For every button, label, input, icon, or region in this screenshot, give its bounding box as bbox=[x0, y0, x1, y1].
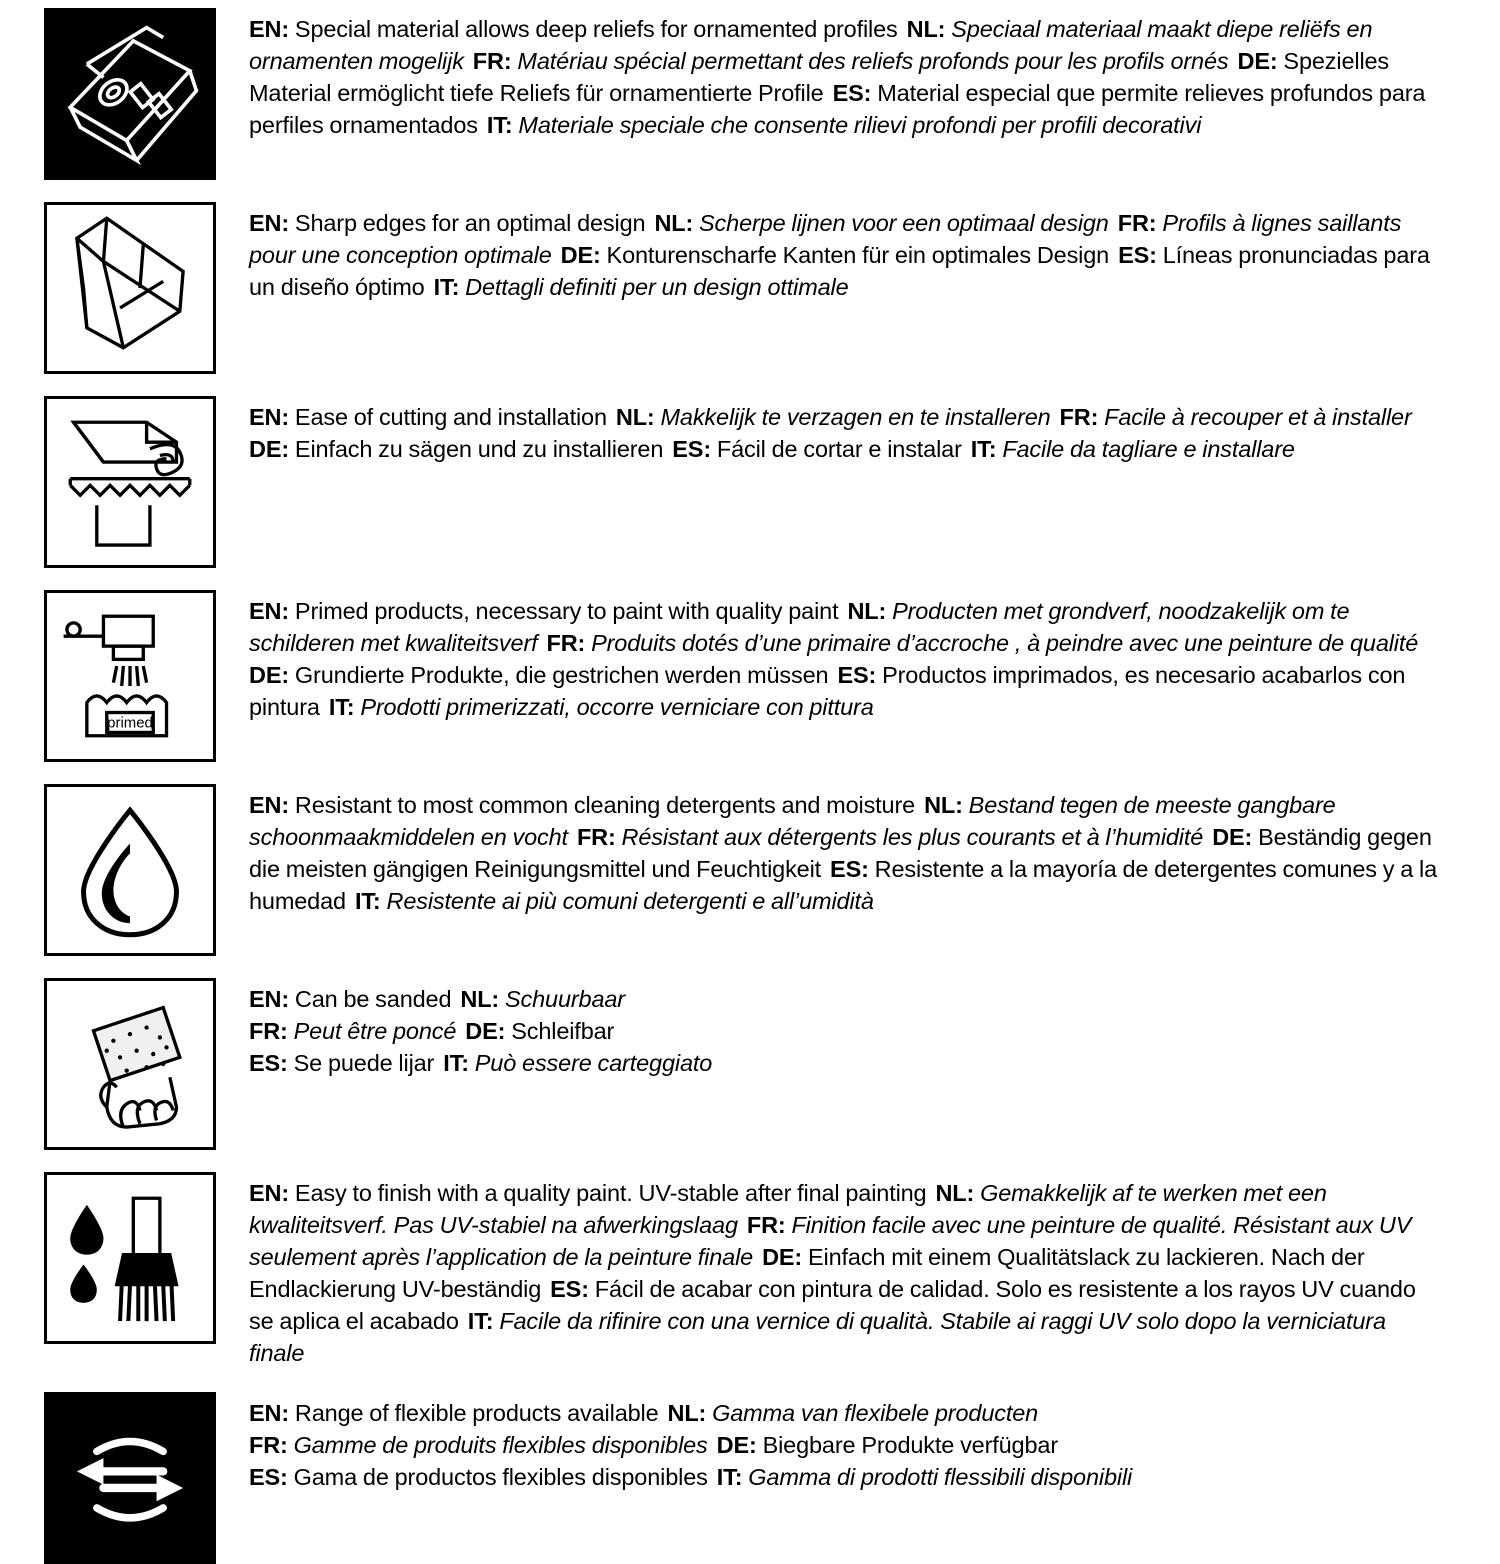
feature-text-en: Special material allows deep reliefs for ornamented profiles bbox=[294, 16, 898, 42]
lang-tag-de: DE: bbox=[249, 661, 290, 688]
feature-row bbox=[44, 784, 1440, 956]
feature-text-de: Einfach zu sägen und zu installieren bbox=[294, 435, 664, 462]
feature-text-it: Facile da rifinire con una vernice di qualità. Stabile ai raggi UV solo dopo la verniciatura finale bbox=[249, 1307, 1386, 1366]
feature-text-nl: Producten met grondverf, noodzakelijk om te schilderen met kwaliteitsverf bbox=[249, 598, 1350, 656]
feature-icon-cell bbox=[44, 1392, 216, 1564]
feature-text bbox=[216, 202, 1440, 304]
feature-row bbox=[44, 590, 1440, 762]
feature-text-fr: Facile à recouper et à installer bbox=[1104, 404, 1412, 430]
feature-text-fr: Profils à lignes saillants pour une conception optimale bbox=[249, 210, 1402, 268]
feature-text-de: Beständig gegen die meisten gängigen Reinigungsmittel und Feuchtigkeit bbox=[249, 823, 1432, 882]
lang-tag-es: ES: bbox=[672, 435, 711, 462]
feature-row bbox=[44, 202, 1440, 374]
lang-tag-it: IT: bbox=[486, 111, 513, 138]
feature-text-es: Productos imprimados, es necesario acabarlos con pintura bbox=[249, 661, 1406, 720]
lang-tag-es: ES: bbox=[550, 1275, 589, 1302]
feature-text-de: Spezielles Material ermöglicht tiefe Reliefs für ornamentierte Profile bbox=[249, 47, 1390, 106]
lang-tag-fr: FR: bbox=[546, 629, 586, 656]
lang-tag-it: IT: bbox=[443, 1049, 469, 1076]
lang-tag-de: DE: bbox=[716, 1431, 757, 1458]
lang-tag-it: IT: bbox=[467, 1307, 494, 1334]
feature-text-de: Schleifbar bbox=[511, 1017, 615, 1044]
feature-text-it: Resistente ai più comuni detergenti e all’umidità bbox=[386, 887, 874, 914]
lang-tag-en: EN: bbox=[249, 210, 290, 236]
feature-text-en: Range of flexible products available bbox=[294, 1399, 659, 1426]
ornamented-profile-icon bbox=[44, 8, 216, 180]
feature-text-fr: Matériau spécial permettant des reliefs profonds pour les profils ornés bbox=[517, 47, 1229, 74]
feature-row bbox=[44, 1172, 1440, 1370]
sharp-edges-profile-icon bbox=[44, 202, 216, 374]
feature-text-nl: Speciaal materiaal maakt diepe reliëfs en ornamenten mogelijk bbox=[249, 16, 1373, 74]
feature-text-en: Easy to finish with a quality paint. UV-stable after final painting bbox=[294, 1180, 927, 1206]
primed-spray-icon bbox=[44, 590, 216, 762]
lang-tag-en: EN: bbox=[249, 598, 290, 624]
lang-tag-de: DE: bbox=[1237, 47, 1278, 74]
feature-icon-cell bbox=[44, 784, 216, 956]
lang-tag-es: ES: bbox=[832, 79, 872, 106]
feature-row bbox=[44, 396, 1440, 568]
feature-text-it: Materiale speciale che consente rilievi profondi per profili decorativi bbox=[518, 111, 1202, 138]
lang-tag-de: DE: bbox=[1212, 823, 1253, 850]
lang-tag-nl: NL: bbox=[924, 792, 963, 818]
lang-tag-es: ES: bbox=[830, 855, 869, 882]
feature-text-it: Facile da tagliare e installare bbox=[1002, 435, 1295, 462]
feature-text-it: Può essere carteggiato bbox=[474, 1049, 713, 1076]
feature-row bbox=[44, 1392, 1440, 1564]
feature-text-es: Material especial que permite relieves profundos para perfiles ornamentados bbox=[249, 79, 1426, 138]
feature-row bbox=[44, 8, 1440, 180]
feature-text-fr: Finition facile avec une peinture de qualité. Résistant aux UV seulement après l’application de la peinture finale bbox=[249, 1211, 1412, 1270]
paintbrush-drops-icon bbox=[44, 1172, 216, 1344]
feature-icon-cell bbox=[44, 978, 216, 1150]
feature-text bbox=[216, 978, 1440, 1080]
feature-text bbox=[216, 1392, 1440, 1494]
feature-text-en: Resistant to most common cleaning detergents and moisture bbox=[294, 792, 916, 818]
lang-tag-de: DE: bbox=[465, 1017, 506, 1044]
feature-text bbox=[216, 590, 1440, 724]
feature-icon-cell bbox=[44, 590, 216, 762]
lang-tag-es: ES: bbox=[249, 1049, 288, 1076]
feature-icon-cell bbox=[44, 202, 216, 374]
lang-tag-es: ES: bbox=[249, 1463, 288, 1490]
feature-icon-cell bbox=[44, 8, 216, 180]
lang-tag-fr: FR: bbox=[249, 1017, 288, 1044]
lang-tag-de: DE: bbox=[560, 241, 601, 268]
lang-tag-es: ES: bbox=[1118, 241, 1157, 268]
feature-text-es: Fácil de acabar con pintura de calidad. Solo es resistente a los rayos UV cuando se aplica el acabado bbox=[249, 1275, 1416, 1334]
lang-tag-fr: FR: bbox=[249, 1431, 288, 1458]
feature-text-en: Primed products, necessary to paint with quality paint bbox=[294, 598, 839, 624]
feature-text bbox=[216, 8, 1440, 142]
feature-text-fr: Résistant aux détergents les plus courants et à l’humidité bbox=[621, 823, 1204, 850]
lang-tag-es: ES: bbox=[837, 661, 877, 688]
lang-tag-nl: NL: bbox=[847, 598, 887, 624]
lang-tag-en: EN: bbox=[249, 1180, 290, 1206]
feature-text-de: Grundierte Produkte, die gestrichen werden müssen bbox=[294, 661, 829, 688]
feature-text-es: Líneas pronunciadas para un diseño óptimo bbox=[249, 241, 1430, 300]
feature-text-it: Gamma di prodotti flessibili disponibili bbox=[748, 1463, 1133, 1490]
feature-text bbox=[216, 784, 1440, 918]
feature-text-nl: Gemakkelijk af te werken met een kwaliteitsverf. Pas UV-stabiel na afwerkingslaag bbox=[249, 1180, 1327, 1238]
feature-text-nl: Schuurbaar bbox=[504, 986, 625, 1012]
lang-tag-en: EN: bbox=[249, 16, 290, 42]
feature-icon-cell bbox=[44, 1172, 216, 1344]
lang-tag-en: EN: bbox=[249, 1399, 290, 1426]
feature-text bbox=[216, 1172, 1440, 1370]
feature-text-it: Dettagli definiti per un design ottimale bbox=[465, 273, 849, 300]
lang-tag-nl: NL: bbox=[615, 404, 655, 430]
feature-text bbox=[216, 396, 1440, 466]
lang-tag-de: DE: bbox=[249, 435, 290, 462]
lang-tag-it: IT: bbox=[354, 887, 381, 914]
lang-tag-fr: FR: bbox=[1117, 210, 1157, 236]
feature-text-nl: Scherpe lijnen voor een optimaal design bbox=[699, 210, 1109, 236]
lang-tag-fr: FR: bbox=[576, 823, 616, 850]
feature-text-es: Se puede lijar bbox=[293, 1049, 435, 1076]
lang-tag-nl: NL: bbox=[654, 210, 694, 236]
feature-text-fr: Peut être poncé bbox=[293, 1017, 457, 1044]
feature-text-en: Sharp edges for an optimal design bbox=[294, 210, 646, 236]
feature-text-nl: Gamma van flexibele producten bbox=[712, 1399, 1039, 1426]
feature-icon-cell bbox=[44, 396, 216, 568]
feature-text-es: Fácil de cortar e instalar bbox=[716, 435, 962, 462]
sanding-hand-icon bbox=[44, 978, 216, 1150]
lang-tag-nl: NL: bbox=[460, 986, 500, 1012]
feature-text-de: Konturenscharfe Kanten für ein optimales Design bbox=[606, 241, 1110, 268]
lang-tag-it: IT: bbox=[970, 435, 997, 462]
primed-label: primed bbox=[107, 714, 153, 732]
feature-text-nl: Bestand tegen de meeste gangbare schoonmaakmiddelen en vocht bbox=[249, 792, 1336, 850]
lang-tag-nl: NL: bbox=[667, 1399, 707, 1426]
lang-tag-it: IT: bbox=[433, 273, 460, 300]
lang-tag-nl: NL: bbox=[935, 1180, 975, 1206]
lang-tag-it: IT: bbox=[328, 693, 355, 720]
water-droplet-icon bbox=[44, 784, 216, 956]
feature-text-de: Biegbare Produkte verfügbar bbox=[762, 1431, 1058, 1458]
feature-text-de: Einfach mit einem Qualitätslack zu lackieren. Nach der Endlackierung UV-beständig bbox=[249, 1243, 1365, 1302]
lang-tag-en: EN: bbox=[249, 986, 290, 1012]
feature-row bbox=[44, 978, 1440, 1150]
feature-text-fr: Produits dotés d’une primaire d’accroche , à peindre avec une peinture de qualité bbox=[591, 629, 1419, 656]
feature-text-it: Prodotti primerizzati, occorre verniciare con pittura bbox=[360, 693, 874, 720]
lang-tag-de: DE: bbox=[762, 1243, 803, 1270]
lang-tag-en: EN: bbox=[249, 792, 290, 818]
feature-text-nl: Makkelijk te verzagen en te installeren bbox=[660, 404, 1051, 430]
flexible-bend-arrows-icon bbox=[44, 1392, 216, 1564]
feature-text-es: Resistente a la mayoría de detergentes comunes y a la humedad bbox=[249, 855, 1437, 914]
feature-text-es: Gama de productos flexibles disponibles bbox=[293, 1463, 708, 1490]
lang-tag-fr: FR: bbox=[1059, 404, 1099, 430]
lang-tag-nl: NL: bbox=[906, 16, 946, 42]
feature-text-en: Can be sanded bbox=[294, 986, 452, 1012]
saw-cutting-icon bbox=[44, 396, 216, 568]
lang-tag-fr: FR: bbox=[746, 1211, 786, 1238]
feature-text-fr: Gamme de produits flexibles disponibles bbox=[293, 1431, 708, 1458]
lang-tag-fr: FR: bbox=[472, 47, 512, 74]
lang-tag-it: IT: bbox=[716, 1463, 743, 1490]
lang-tag-en: EN: bbox=[249, 404, 290, 430]
feature-text-en: Ease of cutting and installation bbox=[294, 404, 607, 430]
